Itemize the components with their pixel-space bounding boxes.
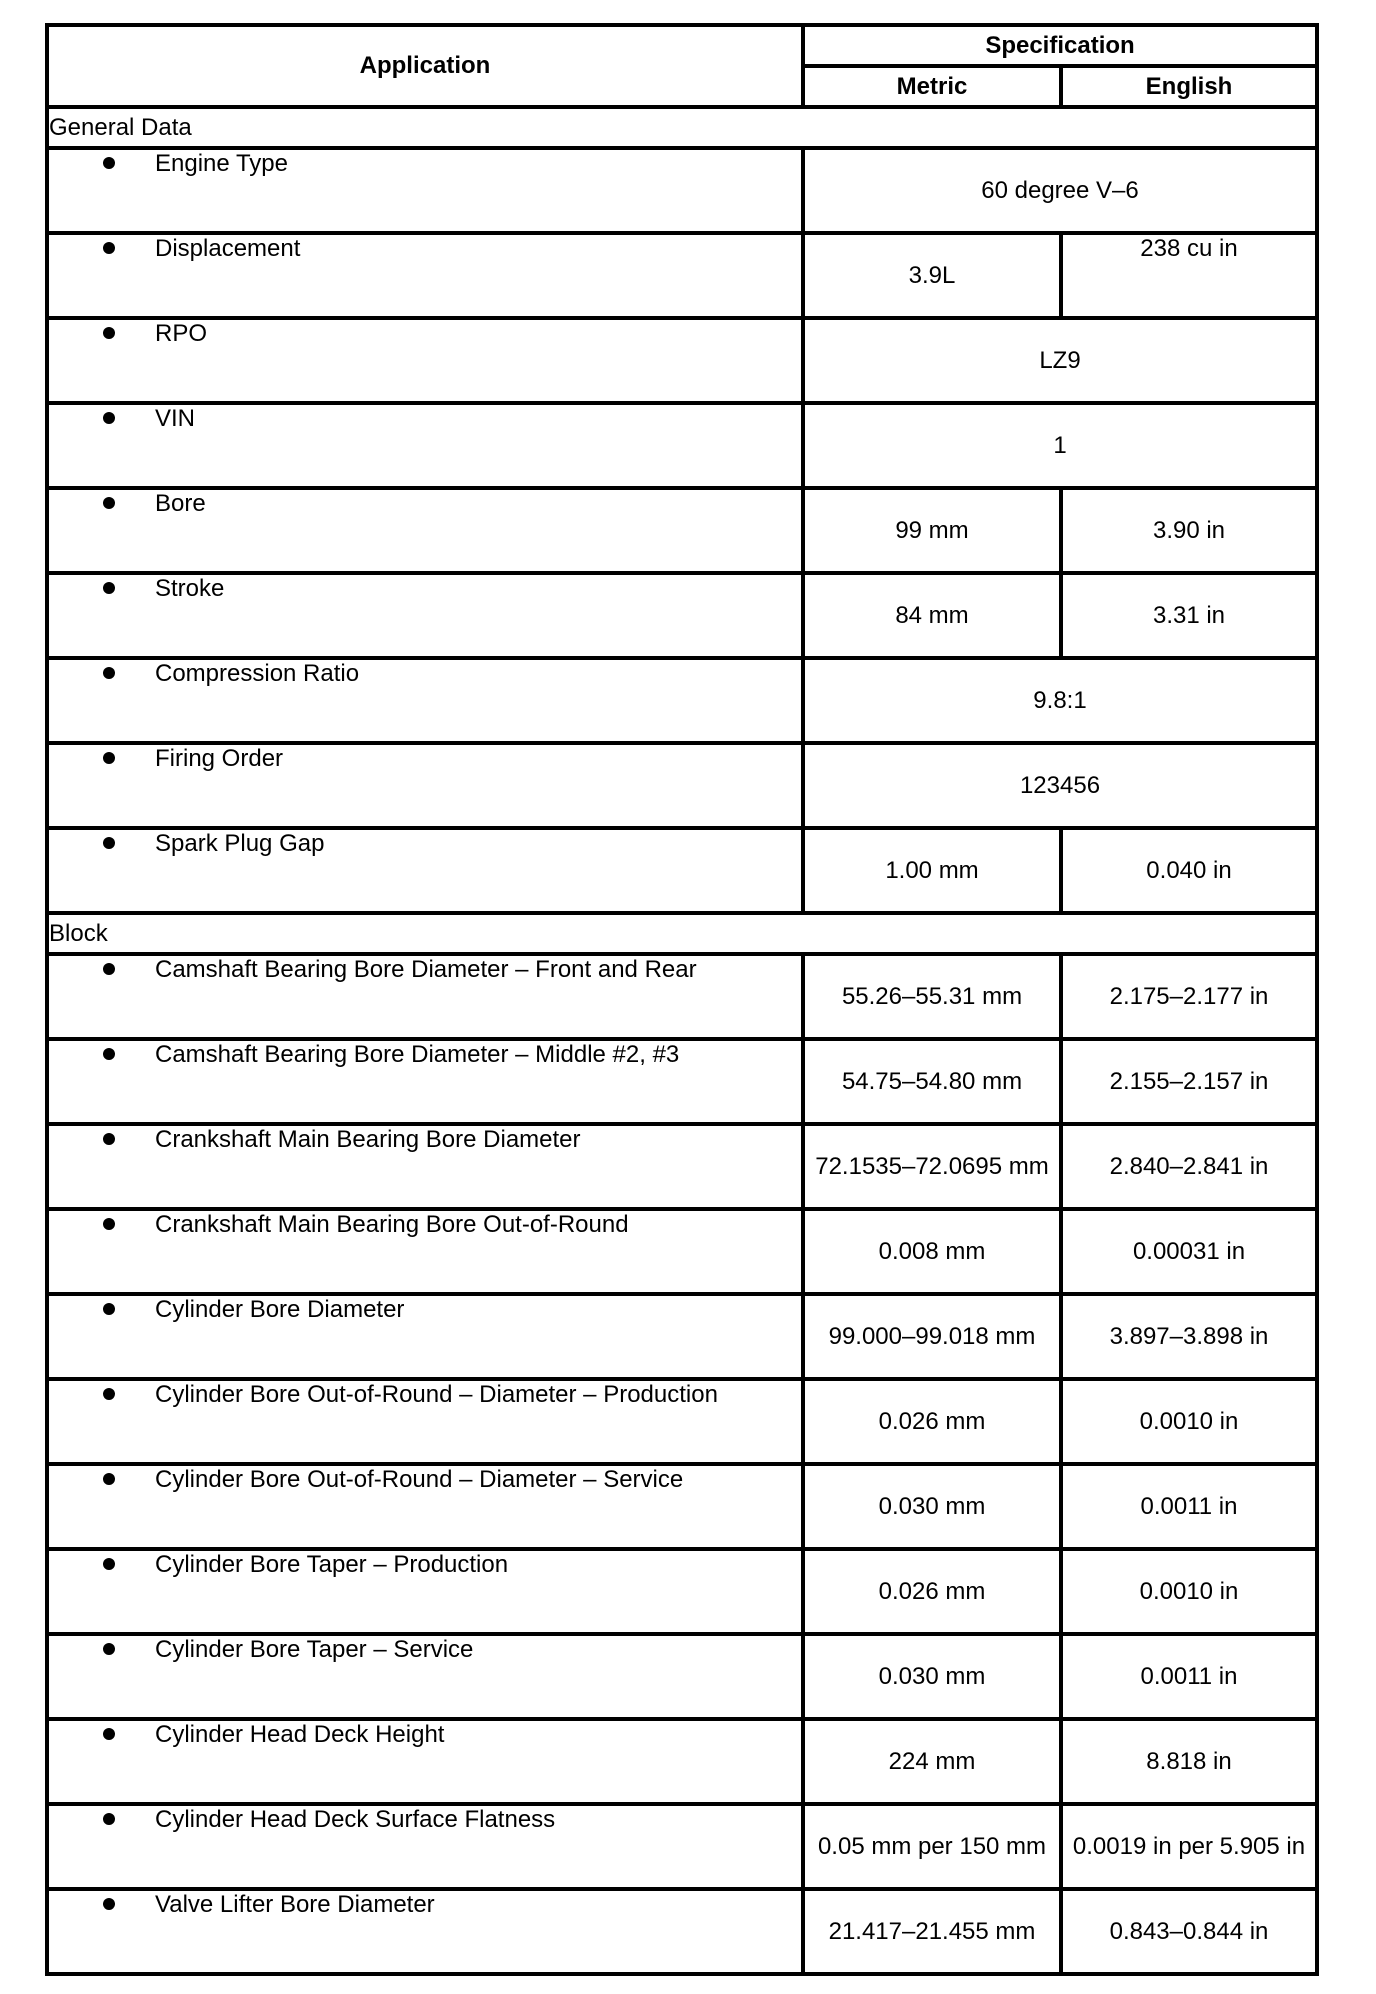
specification-header: Specification — [803, 25, 1317, 66]
english-value: 0.0011 in — [1061, 1634, 1317, 1719]
section-row — [47, 107, 1317, 148]
spec-row — [47, 1379, 1317, 1464]
bullet-icon — [103, 242, 115, 254]
metric-value: 54.75–54.80 mm — [803, 1039, 1061, 1124]
bullet-icon — [103, 1643, 115, 1655]
english-value: 2.840–2.841 in — [1061, 1124, 1317, 1209]
application-cell — [47, 1634, 803, 1719]
bullet-icon — [103, 1473, 115, 1485]
spec-row — [47, 1294, 1317, 1379]
application-cell — [47, 1124, 803, 1209]
application-cell — [47, 1804, 803, 1889]
english-value: 0.00031 in — [1061, 1209, 1317, 1294]
application-cell — [47, 1294, 803, 1379]
application-label: Spark Plug Gap — [155, 830, 325, 857]
application-header: Application — [47, 25, 803, 107]
english-header: English — [1061, 66, 1317, 107]
application-label: Crankshaft Main Bearing Bore Diameter — [155, 1126, 581, 1153]
english-value: 3.31 in — [1061, 573, 1317, 658]
application-label: Camshaft Bearing Bore Diameter – Front and Rear — [155, 956, 697, 983]
bullet-icon — [103, 1388, 115, 1400]
section-title: Block — [47, 913, 1317, 954]
application-label: Cylinder Bore Out-of-Round – Diameter – Service — [155, 1466, 684, 1493]
english-value: 0.0010 in — [1061, 1379, 1317, 1464]
application-cell — [47, 1379, 803, 1464]
application-cell — [47, 573, 803, 658]
section-title: General Data — [47, 107, 1317, 148]
application-cell — [47, 403, 803, 488]
bullet-icon — [103, 963, 115, 975]
application-cell — [47, 743, 803, 828]
english-value: 0.0019 in per 5.905 in — [1061, 1804, 1317, 1889]
bullet-icon — [103, 412, 115, 424]
english-value: 0.843–0.844 in — [1061, 1889, 1317, 1974]
bullet-icon — [103, 1898, 115, 1910]
spec-row — [47, 954, 1317, 1039]
application-label: VIN — [155, 405, 196, 432]
metric-value: 0.008 mm — [803, 1209, 1061, 1294]
bullet-icon — [103, 157, 115, 169]
spec-row — [47, 403, 1317, 488]
metric-value: 0.026 mm — [803, 1549, 1061, 1634]
bullet-icon — [103, 582, 115, 594]
application-cell — [47, 1039, 803, 1124]
application-cell — [47, 954, 803, 1039]
application-cell — [47, 1549, 803, 1634]
application-label: Displacement — [155, 235, 301, 262]
application-label: Valve Lifter Bore Diameter — [155, 1891, 435, 1918]
application-label: Engine Type — [155, 150, 288, 177]
application-label: Cylinder Head Deck Surface Flatness — [155, 1806, 556, 1833]
spec-row — [47, 233, 1317, 318]
spec-row — [47, 1719, 1317, 1804]
english-value: 0.0011 in — [1061, 1464, 1317, 1549]
bullet-icon — [103, 1303, 115, 1315]
english-value: 238 cu in — [1061, 233, 1317, 318]
spec-row — [47, 1804, 1317, 1889]
bullet-icon — [103, 1558, 115, 1570]
bullet-icon — [103, 327, 115, 339]
combined-spec-value: 60 degree V–6 — [803, 148, 1317, 233]
spec-row — [47, 488, 1317, 573]
combined-spec-value: 9.8:1 — [803, 658, 1317, 743]
bullet-icon — [103, 1218, 115, 1230]
spec-row — [47, 1039, 1317, 1124]
bullet-icon — [103, 837, 115, 849]
application-cell — [47, 1209, 803, 1294]
english-value: 0.040 in — [1061, 828, 1317, 913]
application-cell — [47, 828, 803, 913]
application-cell — [47, 658, 803, 743]
metric-value: 0.030 mm — [803, 1634, 1061, 1719]
application-label: Firing Order — [155, 745, 284, 772]
spec-row — [47, 573, 1317, 658]
spec-row — [47, 658, 1317, 743]
spec-row — [47, 1209, 1317, 1294]
application-label: Bore — [155, 490, 206, 517]
application-label: Cylinder Bore Diameter — [155, 1296, 405, 1323]
application-label: Cylinder Head Deck Height — [155, 1721, 445, 1748]
application-label: Cylinder Bore Taper – Service — [155, 1636, 474, 1663]
combined-spec-value: 1 — [803, 403, 1317, 488]
spec-row — [47, 743, 1317, 828]
english-value: 2.155–2.157 in — [1061, 1039, 1317, 1124]
application-label: Cylinder Bore Out-of-Round – Diameter – Production — [155, 1381, 718, 1408]
metric-value: 21.417–21.455 mm — [803, 1889, 1061, 1974]
metric-value: 99.000–99.018 mm — [803, 1294, 1061, 1379]
bullet-icon — [103, 1133, 115, 1145]
spec-row — [47, 1549, 1317, 1634]
metric-value: 84 mm — [803, 573, 1061, 658]
english-value: 3.90 in — [1061, 488, 1317, 573]
spec-row — [47, 148, 1317, 233]
combined-spec-value: LZ9 — [803, 318, 1317, 403]
spec-row — [47, 1889, 1317, 1974]
application-cell — [47, 318, 803, 403]
application-label: Compression Ratio — [155, 660, 360, 687]
spec-row — [47, 828, 1317, 913]
metric-value: 3.9L — [803, 233, 1061, 318]
metric-value: 0.030 mm — [803, 1464, 1061, 1549]
bullet-icon — [103, 752, 115, 764]
application-label: Cylinder Bore Taper – Production — [155, 1551, 509, 1578]
metric-value: 99 mm — [803, 488, 1061, 573]
metric-value: 0.026 mm — [803, 1379, 1061, 1464]
specification-body — [47, 107, 1317, 1974]
metric-value: 224 mm — [803, 1719, 1061, 1804]
metric-value: 1.00 mm — [803, 828, 1061, 913]
bullet-icon — [103, 667, 115, 679]
specification-table — [45, 23, 1319, 1976]
english-value: 3.897–3.898 in — [1061, 1294, 1317, 1379]
application-cell — [47, 1889, 803, 1974]
combined-spec-value: 123456 — [803, 743, 1317, 828]
bullet-icon — [103, 1048, 115, 1060]
bullet-icon — [103, 1728, 115, 1740]
application-cell — [47, 148, 803, 233]
english-value: 8.818 in — [1061, 1719, 1317, 1804]
application-cell — [47, 1719, 803, 1804]
metric-value: 55.26–55.31 mm — [803, 954, 1061, 1039]
metric-value: 0.05 mm per 150 mm — [803, 1804, 1061, 1889]
application-cell — [47, 1464, 803, 1549]
application-cell — [47, 488, 803, 573]
spec-row — [47, 1124, 1317, 1209]
english-value: 0.0010 in — [1061, 1549, 1317, 1634]
metric-header: Metric — [803, 66, 1061, 107]
spec-row — [47, 1464, 1317, 1549]
application-label: Crankshaft Main Bearing Bore Out-of-Round — [155, 1211, 629, 1238]
bullet-icon — [103, 497, 115, 509]
spec-row — [47, 1634, 1317, 1719]
section-row — [47, 913, 1317, 954]
english-value: 2.175–2.177 in — [1061, 954, 1317, 1039]
application-label: Camshaft Bearing Bore Diameter – Middle #2, #3 — [155, 1041, 680, 1068]
application-label: RPO — [155, 320, 208, 347]
application-label: Stroke — [155, 575, 225, 602]
application-cell — [47, 233, 803, 318]
bullet-icon — [103, 1813, 115, 1825]
spec-row — [47, 318, 1317, 403]
metric-value: 72.1535–72.0695 mm — [803, 1124, 1061, 1209]
